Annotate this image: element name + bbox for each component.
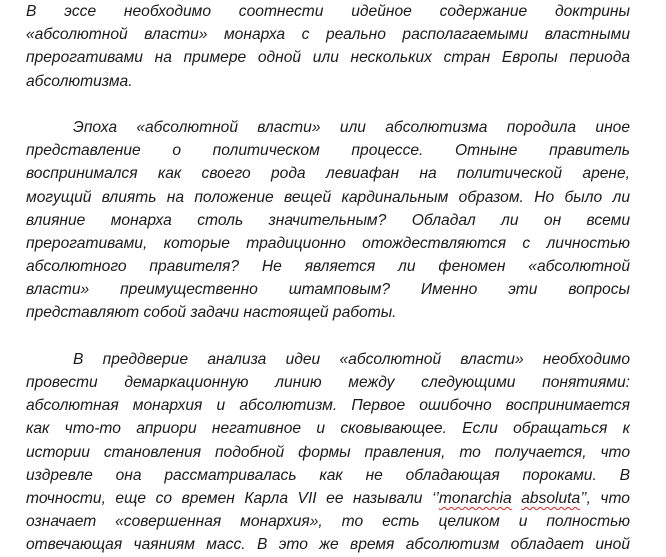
text-line: Эпоха «абсолютной власти» или абсолютизма породила иное (73, 118, 630, 136)
text-line: представляют собой задачи настоящей работы. (26, 304, 397, 322)
text-line: В эссе необходимо соотнести идейное содержание доктрины (26, 3, 630, 20)
close-quote: ’’ (580, 489, 587, 507)
text-line: В преддверие анализа идеи «абсолютной власти» необходимо (73, 350, 630, 368)
text-line: отвечающая чаяниям масс. В это же время абсолютизм обладает иной (26, 536, 630, 554)
text-line: власти» преимущественно штамповым? Именно эти вопросы (26, 281, 630, 299)
text-line: влияние монарха столь значительным? Обладал ли он всеми (26, 211, 630, 229)
paragraph-1 (26, 0, 630, 93)
text-line: абсолютная монархия и абсолютизм. Первое ошибочно воспринимается (26, 397, 630, 415)
text-line: воспринимался как своего рода левиафан на политической арене, (26, 165, 630, 183)
paragraph-spacing (26, 93, 630, 116)
spellcheck-flagged-word[interactable]: monarchia (438, 489, 512, 507)
text-line: истории становления подобной формы правления, то получается, что (26, 443, 630, 461)
open-quote: ‘’ (431, 489, 439, 507)
text-line: могущий влиять на положение вещей кардинальным образом. Но было ли (26, 188, 630, 206)
text-line: прерогативами, которые традиционно отождествляются с личностью (26, 234, 630, 252)
text-line: как что-то априори негативное и сковывающее. Если обращаться к (26, 420, 630, 438)
text-line: означает «совершенная монархия», то есть целиком и полностью (26, 513, 630, 531)
text-line: «абсолютной власти» монарха с реально располагаемыми властными (26, 26, 630, 44)
spellcheck-flagged-word[interactable]: absoluta (521, 489, 581, 507)
text-line: издревле она рассматривалась как не обладающая пороками. В (26, 466, 630, 484)
text-line: прерогативами на примере одной или нескольких стран Европы периода (26, 49, 630, 67)
paragraph-3 (26, 348, 630, 557)
text-line: представление о политическом процессе. Отныне правитель (26, 142, 630, 160)
text-line: абсолютного правителя? Не является ли феномен «абсолютной (26, 258, 630, 276)
text-line-with-latin (26, 487, 630, 510)
space (512, 490, 522, 507)
text-line: провести демаркационную линию между следующими понятиями: (26, 374, 630, 391)
paragraph-spacing (26, 325, 630, 348)
paragraph-2 (26, 116, 630, 325)
text-line: абсолютизма. (26, 72, 133, 90)
text-segment: точности, еще со времен Карла VII ее называли (26, 489, 432, 507)
text-segment: , что (586, 489, 630, 507)
document-page[interactable] (26, 0, 630, 557)
